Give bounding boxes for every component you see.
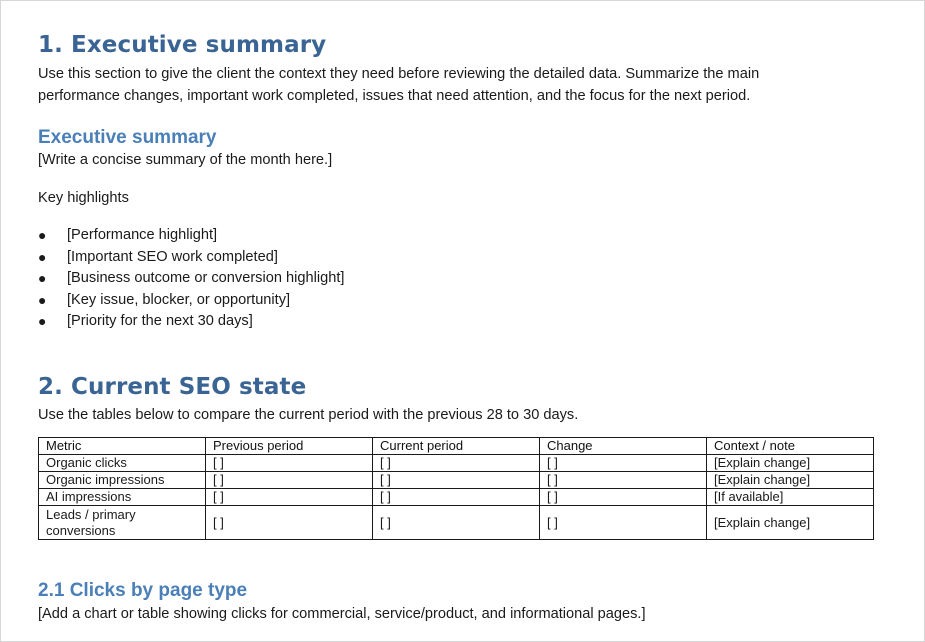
clicks-by-page-type-subheading: 2.1 Clicks by page type xyxy=(38,580,248,601)
column-header-change: Change xyxy=(540,438,707,455)
table-cell: [ ] xyxy=(540,472,707,489)
list-item xyxy=(38,247,888,269)
table-cell: [Explain change] xyxy=(707,455,874,472)
column-header-context-note: Context / note xyxy=(707,438,874,455)
list-item xyxy=(38,225,888,247)
table-cell: [ ] xyxy=(206,472,373,489)
bullet-icon: ● xyxy=(38,313,47,329)
table-cell: [ ] xyxy=(540,506,707,540)
highlight-text: [Priority for the next 30 days] xyxy=(67,313,253,329)
bullet-icon: ● xyxy=(38,291,47,308)
table-cell: [ ] xyxy=(540,455,707,472)
section-1-heading: 1. Executive summary xyxy=(38,32,327,58)
document-content xyxy=(38,29,888,626)
table-cell: AI impressions xyxy=(39,489,206,506)
table-row xyxy=(39,489,874,506)
key-highlights-label: Key highlights xyxy=(38,189,129,206)
section-executive-summary xyxy=(38,29,888,333)
table-row xyxy=(39,506,874,540)
bullet-icon: ● xyxy=(38,227,47,243)
bullet-icon: ● xyxy=(38,248,47,265)
table-cell: Organic clicks xyxy=(39,455,206,472)
table-row xyxy=(39,455,874,472)
section-1-intro-line-1: Use this section to give the client the context they need before reviewing the detailed data. Summarize the main xyxy=(38,66,760,82)
highlight-text: [Key issue, blocker, or opportunity] xyxy=(67,291,291,308)
table-row xyxy=(39,472,874,489)
table-header-row xyxy=(39,438,874,455)
list-item xyxy=(38,268,888,290)
column-header-previous-period: Previous period xyxy=(206,438,373,455)
table-cell: [If available] xyxy=(707,489,874,506)
table-cell: Leads / primary conversions xyxy=(39,506,206,540)
table-cell: [Explain change] xyxy=(707,472,874,489)
section-2-heading: 2. Current SEO state xyxy=(38,373,307,400)
section-2-intro: Use the tables below to compare the current period with the previous 28 to 30 days. xyxy=(38,406,579,423)
highlight-text: [Performance highlight] xyxy=(67,227,218,243)
table-cell: [ ] xyxy=(540,489,707,506)
table-cell: [ ] xyxy=(206,506,373,540)
section-current-seo-state xyxy=(38,371,888,626)
bullet-icon: ● xyxy=(38,270,47,286)
list-item xyxy=(38,290,888,312)
column-header-metric: Metric xyxy=(39,438,206,455)
table-cell: Organic impressions xyxy=(39,472,206,489)
highlights-list xyxy=(38,225,888,333)
section-1-intro-line-2: performance changes, important work completed, issues that need attention, and the focus for the next period. xyxy=(38,87,751,104)
table-cell: [ ] xyxy=(373,455,540,472)
highlight-text: [Business outcome or conversion highlight] xyxy=(67,270,345,286)
metrics-table xyxy=(38,437,874,540)
list-item xyxy=(38,311,888,333)
table-cell: [Explain change] xyxy=(707,506,874,540)
summary-placeholder: [Write a concise summary of the month here.] xyxy=(38,152,333,168)
table-cell: [ ] xyxy=(373,489,540,506)
executive-summary-subheading: Executive summary xyxy=(38,127,217,148)
column-header-current-period: Current period xyxy=(373,438,540,455)
highlight-text: [Important SEO work completed] xyxy=(67,248,278,265)
table-cell: [ ] xyxy=(206,489,373,506)
table-cell: [ ] xyxy=(373,506,540,540)
clicks-placeholder: [Add a chart or table showing clicks for commercial, service/product, and informational pages.] xyxy=(38,606,646,622)
table-cell: [ ] xyxy=(206,455,373,472)
table-cell: [ ] xyxy=(373,472,540,489)
